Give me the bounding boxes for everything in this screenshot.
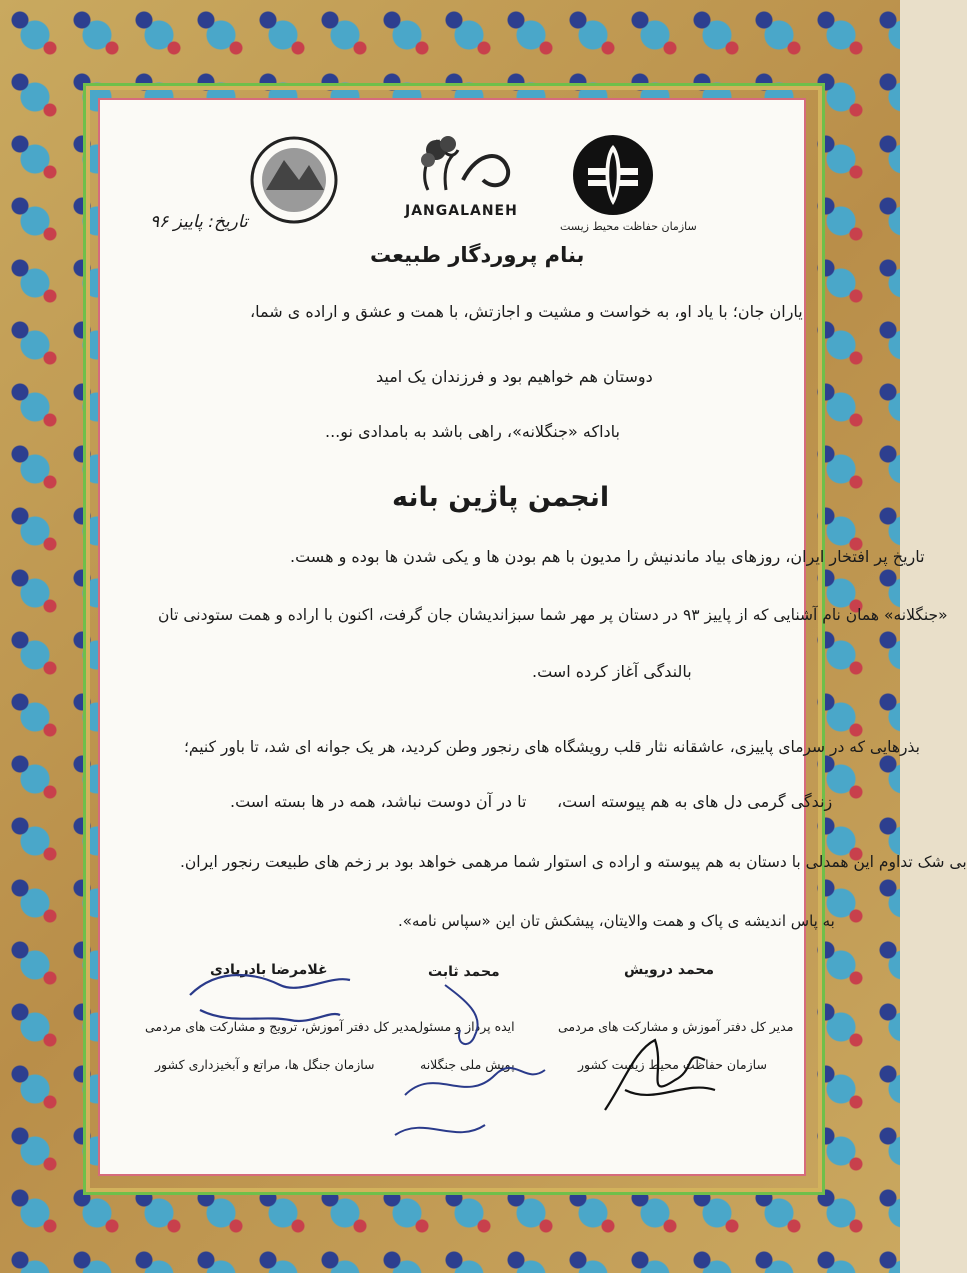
- doe-caption: سازمان حفاظت محیط زیست: [560, 220, 697, 233]
- intro-line-1: یاران جان؛ با یاد او، به خواست و مشیت و اجازتش، با همت و عشق و اراده ی شما،: [250, 302, 803, 321]
- signer-1-title: مدیر کل دفتر آموزش و مشارکت های مردمی: [558, 1019, 794, 1034]
- signer-2-org: پویش ملی جنگلانه: [420, 1057, 515, 1072]
- body-paragraph-3b: زندگی گرمی دل های به هم پیوسته است، تا در آن دوست نباشد، همه در ها بسته است.: [230, 792, 833, 811]
- body-paragraph-4: بی شک تداوم این همدلی با دستان به هم پیوسته و اراده ی استوار شما مرهمی خواهد بود بر زخم های طبیعت رنجور ایران.: [180, 853, 967, 871]
- body-paragraph-1: تاریخ پر افتخار ایران، روزهای بیاد ماندنیش را مدیون با هم بودن ها و یکی شدن ها بوده و هست.: [290, 547, 925, 566]
- body-paragraph-2a: «جنگلانه» همان نام آشنایی که از پاییز ۹۳ در دستان پر مهر شما سبزاندیشان جان گرفت، اکنون با اراده و همت ستودنی تان: [158, 606, 948, 624]
- signer-3-org: سازمان جنگل ها، مراتع و آبخیزداری کشور: [155, 1057, 375, 1072]
- signer-3-title: مدیر کل دفتر آموزش، ترویج و مشارکت های مردمی: [145, 1019, 417, 1034]
- jangalaneh-logo: [398, 130, 528, 210]
- body-paragraph-2b: بالندگی آغاز کرده است.: [532, 662, 692, 681]
- intro-line-3: باداکه «جنگلانه»، راهی باشد به بامدادی نو...: [325, 422, 620, 441]
- signature-2: [375, 975, 555, 1155]
- signature-3: [180, 955, 360, 1045]
- signature-1: [585, 1020, 725, 1130]
- invocation-heading: بنام پروردگار طبیعت: [370, 243, 585, 267]
- forest-org-seal: [244, 135, 344, 225]
- signer-3-name: غلامرضا بادربادی: [210, 962, 328, 978]
- signer-2-title: ایده پرداز و مسئول: [414, 1019, 515, 1034]
- body-paragraph-3a: بذرهایی که در سرمای پاییزی، عاشقانه نثار قلب رویشگاه های رنجور وطن کردید، هر یک جوانه ای شد، تا باور کنیم؛: [184, 738, 920, 756]
- doe-logo: [568, 130, 658, 220]
- intro-line-2: دوستان هم خواهیم بود و فرزندان یک امید: [376, 367, 653, 386]
- signer-1-org: سازمان حفاظت محیط زیست کشور: [578, 1057, 767, 1072]
- recipient-name: انجمن پاژین بانه: [392, 482, 610, 513]
- body-paragraph-5: به پاس اندیشه ی پاک و همت والایتان، پیشکش تان این «سپاس نامه».: [398, 912, 835, 930]
- jangalaneh-latin: JANGALANEH: [405, 203, 518, 219]
- signer-1-name: محمد درویش: [624, 962, 715, 978]
- signer-2-name: محمد ثابت: [428, 964, 500, 980]
- date-label: تاریخ: پاییز ۹۶: [150, 212, 248, 232]
